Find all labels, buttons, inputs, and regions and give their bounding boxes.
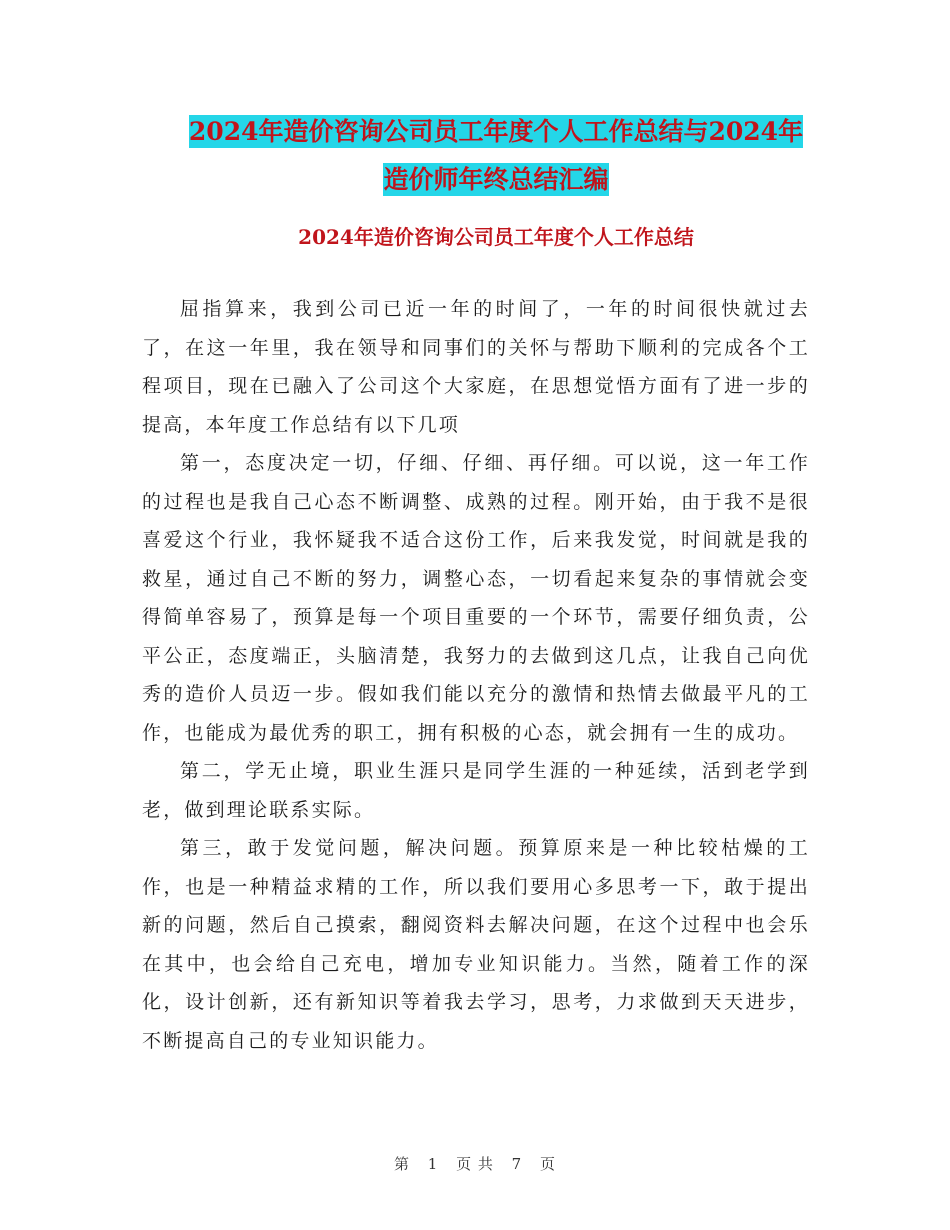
- page-label-mid: 页 共: [456, 1155, 494, 1173]
- total-pages-number: 7: [511, 1155, 523, 1173]
- page-label-prefix: 第: [393, 1155, 410, 1173]
- main-title-line-2: 造价师年终总结汇编: [383, 165, 609, 194]
- main-title: [140, 108, 852, 204]
- page-label-suffix: 页: [540, 1155, 557, 1173]
- paragraph-4: 第三，敢于发觉问题，解决问题。预算原来是一种比较枯燥的工作，也是一种精益求精的工作，所以我们要用心多思考一下，敢于提出新的问题，然后自己摸索，翻阅资料去解决问题，在这个过程中也会乐在其中，也会给自己充电，增加专业知识能力。当然，随着工作的深化，设计创新，还有新知识等着我去学习，思考，力求做到天天进步，不断提高自己的专业知识能力。: [142, 837, 810, 1052]
- body-text: [142, 290, 810, 1060]
- current-page-number: 1: [427, 1155, 439, 1173]
- section-title: 2024年造价咨询公司员工年度个人工作总结: [298, 225, 694, 249]
- paragraph-3: 第二，学无止境，职业生涯只是同学生涯的一种延续，活到老学到老，做到理论联系实际。: [142, 760, 810, 821]
- page-footer: [0, 1153, 950, 1174]
- paragraph-2: 第一，态度决定一切，仔细、仔细、再仔细。可以说，这一年工作的过程也是我自己心态不断调整、成熟的过程。刚开始，由于我不是很喜爱这个行业，我怀疑我不适合这份工作，后来我发觉，时间就是我的救星，通过自己不断的努力，调整心态，一切看起来复杂的事情就会变得简单容易了，预算是每一个项目重要的一个环节，需要仔细负责，公平公正，态度端正，头脑清楚，我努力的去做到这几点，让我自己向优秀的造价人员迈一步。假如我们能以充分的激情和热情去做最平凡的工作，也能成为最优秀的职工，拥有积极的心态，就会拥有一生的成功。: [142, 452, 810, 744]
- main-title-line-1: 2024年造价咨询公司员工年度个人工作总结与2024年: [188, 117, 804, 146]
- paragraph-1: 屈指算来，我到公司已近一年的时间了，一年的时间很快就过去了，在这一年里，我在领导和同事们的关怀与帮助下顺利的完成各个工程项目，现在已融入了公司这个大家庭，在思想觉悟方面有了进一步的提高，本年度工作总结有以下几项: [142, 298, 810, 436]
